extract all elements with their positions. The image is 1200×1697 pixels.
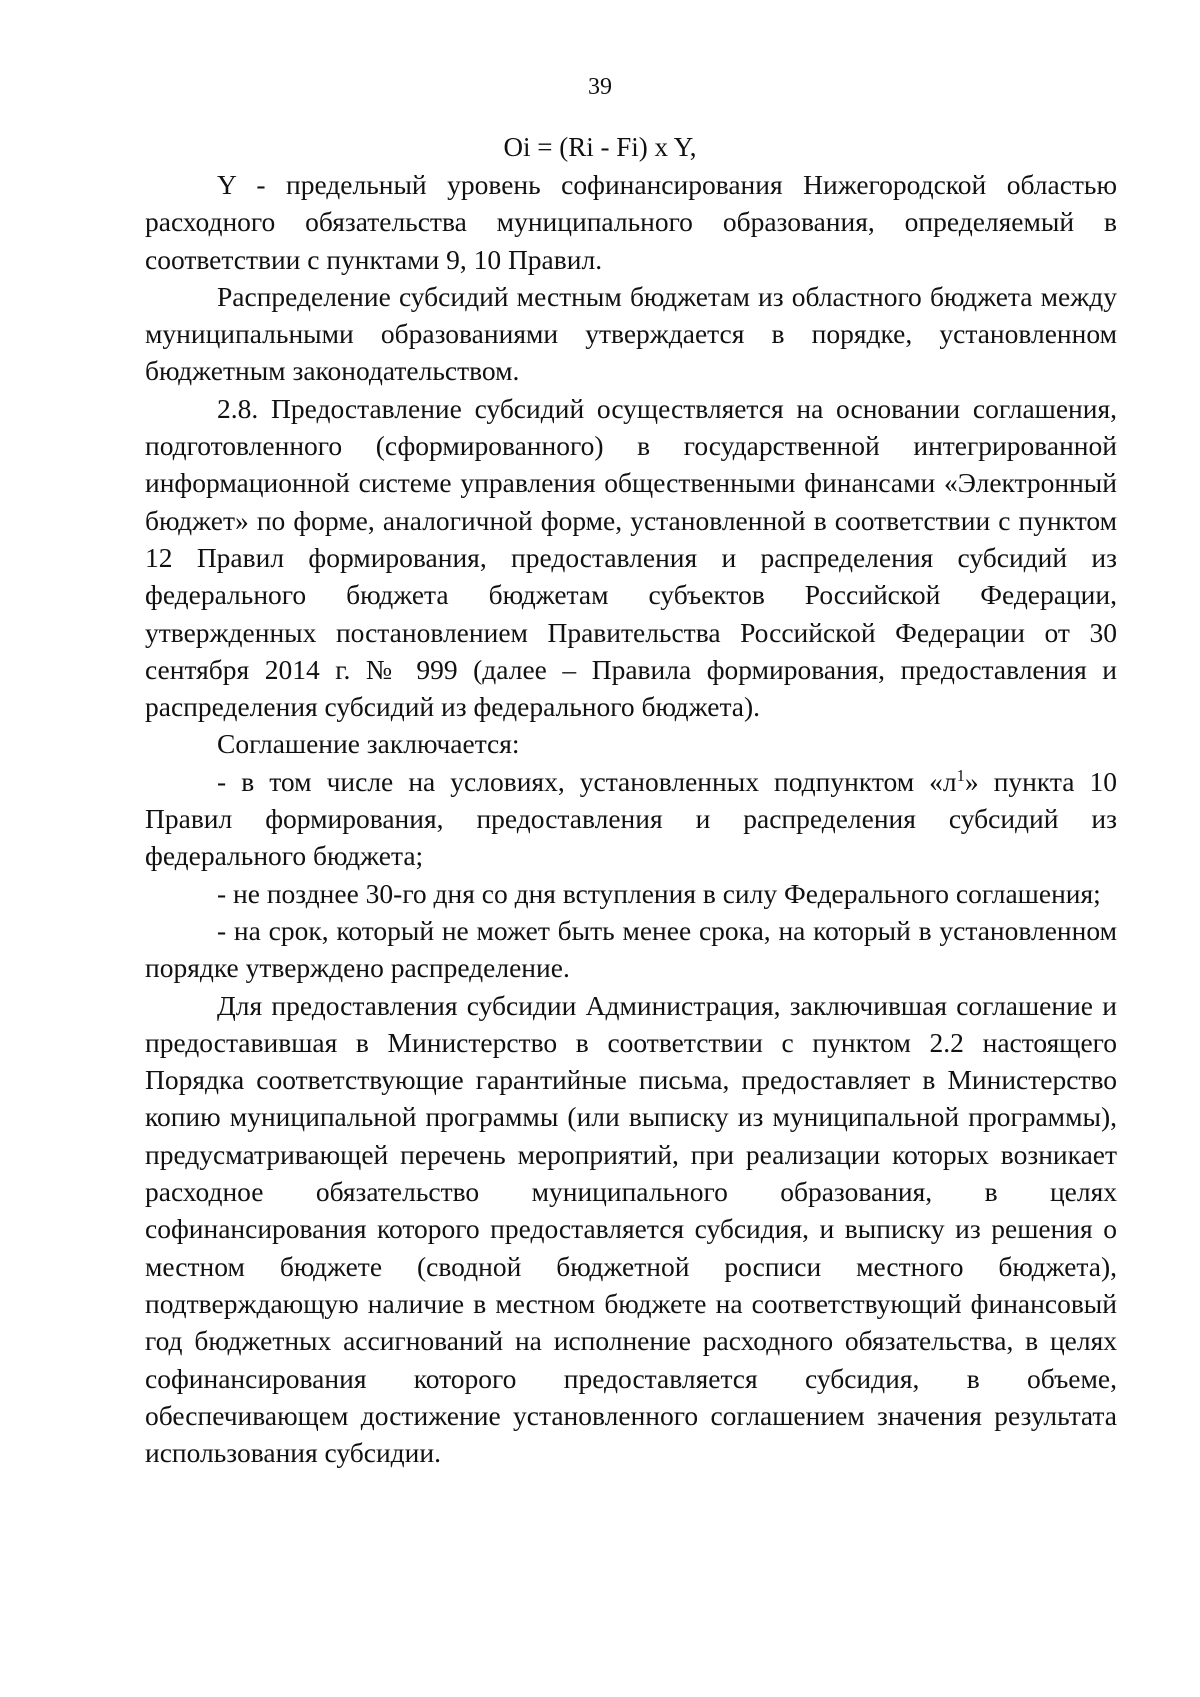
paragraph-agreement-intro: Соглашение заключается: — [217, 728, 520, 760]
superscript: 1 — [956, 765, 965, 785]
paragraph-final: Для предоставления субсидии Администрация, заключившая соглашение и предоставившая в Министерство в соответствии с пунктом 2.2 настоящего Порядка соответствующие гарантийные письма, предоставляет в Министерство копию муниципальной программы (или выписку из муниципальной программы), предусматривающей перечень мероприятий, при реализации которых возникает расходное обязательство муниципального образования, в целях софинансирования которого предоставляется субсидия, и выписку из решения о местном бюджете (сводной бюджетной росписи местного бюджета), подтверждающую наличие в местном бюджете на соответствующий финансовый год бюджетных ассигнований на исполнение расходного обязательства, в целях софинансирования которого предоставляется субсидия, в объеме, обеспечивающем достижение установленного соглашением значения результата использования субсидии. — [145, 989, 1117, 1469]
paragraph-2-8: 2.8. Предоставление субсидий осуществляется на основании соглашения, подготовленного (сформированного) в государственной интегрированной информационной системе управления общественными финансами «Электронный бюджет» по форме, аналогичной форме, установленной в соответствии с пунктом 12 Правил формирования, предоставления и распределения субсидий из федерального бюджета бюджетам субъектов Российской Федерации, утвержденных постановлением Правительства Российской Федерации от 30 сентября 2014 г. № 999 (далее – Правила формирования, предоставления и распределения субсидий из федерального бюджета). — [145, 392, 1117, 723]
list-item — [145, 763, 1117, 875]
list-item-text-continued: » пункта 10 Правил формирования, предоставления и распределения субсидий из федерального бюджета; — [145, 765, 1118, 872]
list-item-text: - в том числе на условиях, установленных подпунктом «л — [217, 765, 957, 797]
formula: Oi = (Ri - Fi) x Y, — [503, 132, 697, 162]
list-item: - на срок, который не может быть менее срока, на который в установленном порядке утверждено распределение. — [145, 914, 1117, 984]
document-body — [145, 166, 1117, 1471]
list-item: - не позднее 30-го дня со дня вступления в силу Федерального соглашения; — [217, 877, 1101, 909]
paragraph-y-definition: Y - предельный уровень софинансирования Нижегородской областью расходного обязательства муниципального образования, определяемый в соответствии с пунктами 9, 10 Правил. — [145, 169, 1117, 275]
page-number: 39 — [588, 74, 612, 100]
paragraph-distribution: Распределение субсидий местным бюджетам из областного бюджета между муниципальными образованиями утверждается в порядке, установленном бюджетным законодательством. — [145, 280, 1117, 387]
